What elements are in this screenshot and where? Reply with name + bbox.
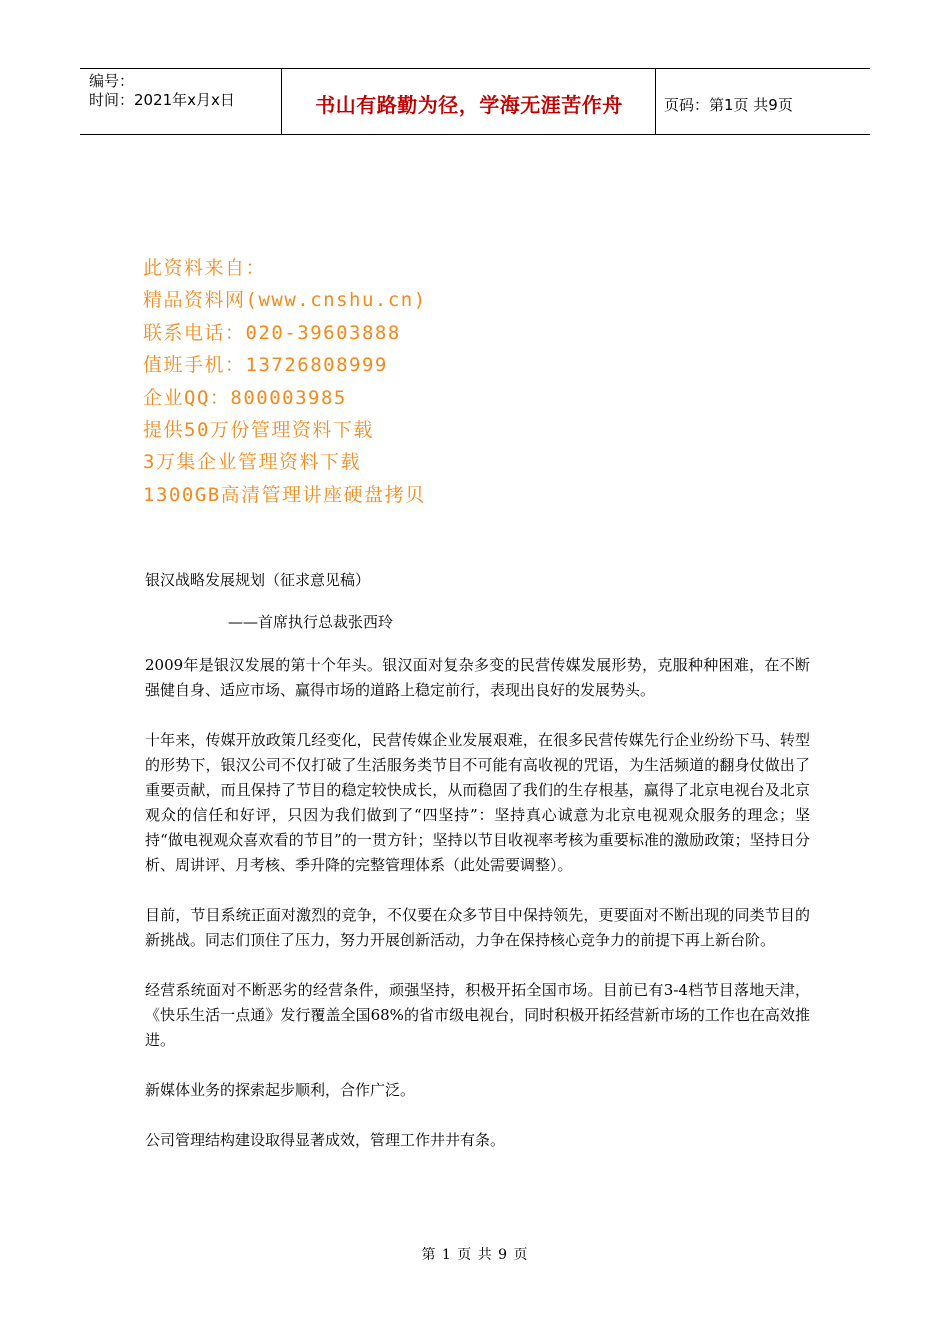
ad-line-website: 精品资料网(www.cnshu.cn) — [143, 289, 427, 312]
document-author: ——首席执行总裁张西玲 — [228, 613, 394, 631]
ad-line-source: 此资料来自： — [143, 257, 267, 279]
paragraph-1: 2009年是银汉发展的第十个年头。银汉面对复杂多变的民营传媒发展形势，克服种种困难，在不断强健自身、适应市场、赢得市场的道路上稳定前行，表现出良好的发展势头。 — [145, 656, 810, 699]
header-motto: 书山有路勤为径，学海无涯苦作舟 — [315, 93, 623, 117]
paragraph-3: 目前，节目系统正面对激烈的竞争，不仅要在众多节目中保持领先，更要面对不断出现的同类节目的新挑战。同志们顶住了压力，努力开展创新活动，力争在保持核心竞争力的前提下再上新台阶。 — [145, 906, 810, 949]
header-page-label: 页码：第1页 共9页 — [664, 96, 793, 114]
page-header — [80, 68, 870, 135]
paragraph-4: 经营系统面对不断恶劣的经营条件，顽强坚持，积极开拓全国市场。目前已有3-4档节目落地天津，《快乐生活一点通》发行覆盖全国68%的省市级电视台，同时积极开拓经营新市场的工作也在高效推进。 — [145, 981, 810, 1049]
header-divider-right — [655, 69, 656, 134]
ad-line-phone: 联系电话：020-39603888 — [143, 321, 401, 344]
ad-block — [143, 252, 427, 511]
document-title: 银汉战略发展规划（征求意见稿） — [145, 571, 371, 589]
ad-line-offer-3: 1300GB高清管理讲座硬盘拷贝 — [143, 483, 426, 506]
header-time-label: 时间：2021年x月x日 — [89, 91, 235, 109]
header-meta — [89, 72, 235, 110]
page-footer: 第 1 页 共 9 页 — [421, 1247, 529, 1263]
header-divider-left — [281, 69, 282, 134]
ad-line-qq: 企业QQ：800003985 — [143, 386, 347, 409]
paragraph-5: 新媒体业务的探索起步顺利，合作广泛。 — [145, 1081, 416, 1099]
ad-line-offer-1: 提供50万份管理资料下载 — [143, 419, 374, 442]
ad-line-offer-2: 3万集企业管理资料下载 — [143, 451, 361, 474]
document-body — [145, 568, 810, 1178]
paragraph-2: 十年来，传媒开放政策几经变化，民营传媒企业发展艰难，在很多民营传媒先行企业纷纷下马、转型的形势下，银汉公司不仅打破了生活服务类节目不可能有高收视的咒语，为生活频道的翻身仗做出了重要贡献，而且保持了节目的稳定较快成长，从而稳固了我们的生存根基，赢得了北京电视台及北京观众的信任和好评，只因为我们做到了“四坚持”：坚持真心诚意为北京电视观众服务的理念；坚持“做电视观众喜欢看的节目”的一贯方针；坚持以节目收视率考核为重要标准的激励政策；坚持日分析、周讲评、月考核、季升降的完整管理体系（此处需要调整）。 — [145, 731, 810, 874]
paragraph-6: 公司管理结构建设取得显著成效，管理工作井井有条。 — [145, 1131, 506, 1149]
ad-line-mobile: 值班手机：13726808999 — [143, 354, 388, 377]
header-number-label: 编号： — [89, 72, 135, 90]
